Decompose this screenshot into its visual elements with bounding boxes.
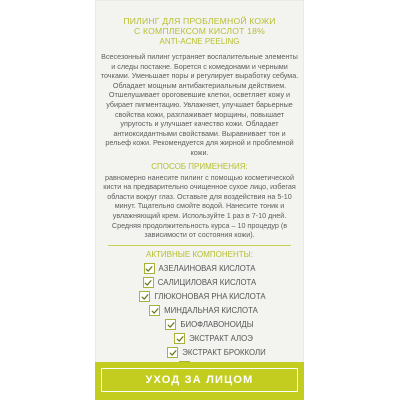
product-description: Всесезонный пилинг устраняет воспалительные элементы и следы постакне. Борется с комедонами и черными точками. Уменьшает поры и регулирует выработку себума. Обладает мощным антибактериальным действием. Отшелушивает ороговевшие клетки, осветляет кожу и убирает пигментацию. Увлажняет, улучшает барьерные свойства кожи, разглаживает морщины, повышает упругость и улучшает качество кожи. Обладает антиоксидантными свойствами. Выравнивает тон и рельеф кожи. Рекомендуется для жирной и проблемной кожи. bbox=[100, 52, 299, 157]
checkbox-check-icon bbox=[167, 347, 178, 358]
component-item bbox=[100, 346, 299, 360]
component-label: АЗЕЛАИНОВАЯ КИСЛОТА bbox=[158, 264, 256, 274]
divider bbox=[108, 245, 291, 246]
checkbox-check-icon bbox=[144, 263, 155, 274]
product-title-line1: ПИЛИНГ ДЛЯ ПРОБЛЕМНОЙ КОЖИ bbox=[123, 16, 276, 26]
component-item bbox=[100, 304, 299, 318]
component-label: САЛИЦИЛОВАЯ КИСЛОТА bbox=[157, 278, 257, 288]
content-area bbox=[100, 16, 299, 374]
product-box-back bbox=[95, 0, 304, 400]
component-item bbox=[100, 290, 299, 304]
product-title-line2: С КОМПЛЕКСОМ КИСЛОТ 18% bbox=[134, 26, 265, 36]
checkbox-check-icon bbox=[149, 305, 160, 316]
category-banner-frame bbox=[101, 368, 298, 392]
component-label: МИНДАЛЬНАЯ КИСЛОТА bbox=[164, 306, 258, 316]
category-label: УХОД ЗА ЛИЦОМ bbox=[145, 374, 254, 386]
usage-text: равномерно нанесите пилинг с помощью косметической кисти на предварительно очищенное сухое лицо, избегая области вокруг глаз. Оставьте для воздействия на 5-10 минут. Тщательно смойте водой. Нанесите тоник и увлажняющий крем. Используйте 1 раз в 7-10 дней. Средняя продолжительность курса – 10 процедур (в зависимости от состояния кожи). bbox=[103, 172, 296, 240]
checkbox-check-icon bbox=[139, 291, 150, 302]
checkbox-check-icon bbox=[174, 333, 185, 344]
product-subtitle: ANTI-ACNE PEELING bbox=[159, 37, 240, 46]
components-list bbox=[100, 262, 299, 374]
category-banner bbox=[95, 362, 304, 400]
components-heading: АКТИВНЫЕ КОМПОНЕНТЫ: bbox=[146, 249, 253, 259]
component-label: ЭКСТРАКТ АЛОЭ bbox=[189, 334, 253, 344]
component-item bbox=[100, 332, 299, 346]
checkbox-check-icon bbox=[143, 277, 154, 288]
component-label: ЭКСТРАКТ БРОККОЛИ bbox=[182, 348, 266, 358]
usage-heading: СПОСОБ ПРИМЕНЕНИЯ: bbox=[151, 161, 248, 171]
component-item bbox=[100, 262, 299, 276]
checkbox-check-icon bbox=[165, 319, 176, 330]
component-label: БИОФЛАВОНОИДЫ bbox=[180, 320, 254, 330]
component-item bbox=[100, 318, 299, 332]
component-label: ГЛЮКОНОВАЯ PHA КИСЛОТА bbox=[154, 292, 266, 302]
component-item bbox=[100, 276, 299, 290]
